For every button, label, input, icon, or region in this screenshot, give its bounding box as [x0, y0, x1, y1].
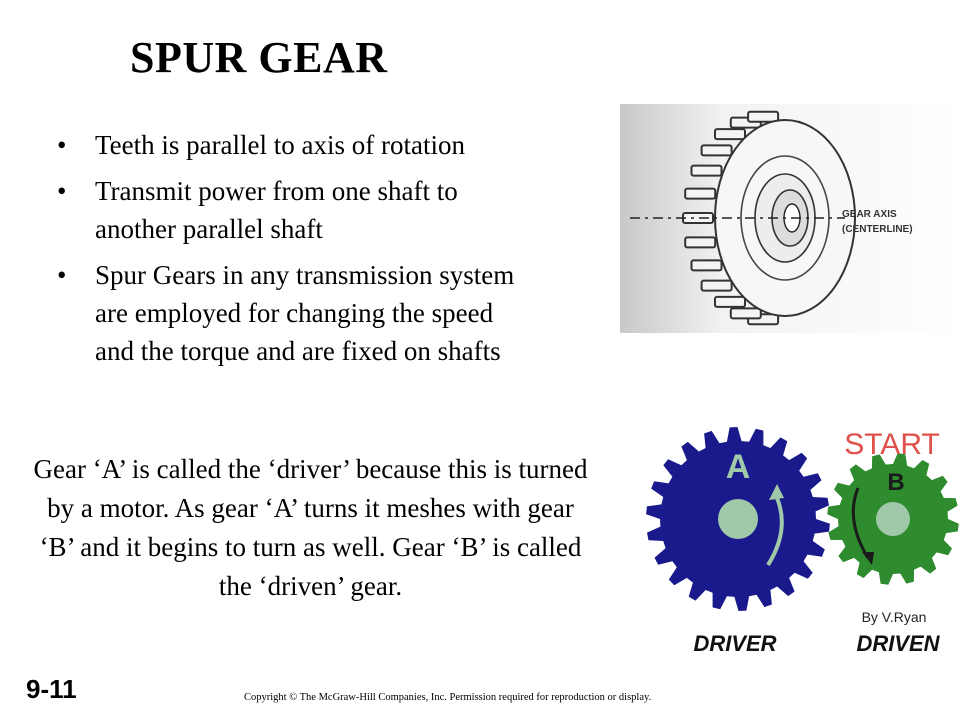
gear-tooth: [731, 308, 761, 318]
gear-tooth: [685, 237, 715, 247]
bullet-marker: •: [57, 260, 67, 290]
bullet-item: [55, 256, 515, 370]
gear-a-label: A: [725, 448, 751, 486]
slide-number: 9-11: [26, 674, 77, 704]
start-label: START: [844, 428, 940, 461]
gear-tooth: [702, 145, 732, 155]
bullet-list: [55, 126, 515, 378]
gear-tooth: [692, 166, 722, 176]
gear-tooth: [685, 189, 715, 199]
author-credit: By V.Ryan: [861, 609, 927, 625]
gear-tooth: [715, 129, 745, 139]
bullet-marker: •: [57, 130, 67, 160]
driver-label: DRIVER: [693, 631, 777, 656]
bullet-text: Spur Gears in any transmission system are employed for changing the speed and the torque and are fixed on shafts: [95, 260, 515, 366]
driven-label: DRIVEN: [856, 631, 940, 656]
driven-gear-hub: [876, 502, 910, 536]
slide-title: SPUR GEAR: [130, 33, 388, 82]
gear-tooth: [702, 281, 732, 291]
bullet-text: Transmit power from one shaft to another parallel shaft: [95, 176, 458, 244]
bullet-item: [55, 126, 515, 164]
copyright-notice: Copyright © The McGraw-Hill Companies, Inc. Permission required for reproduction or display.: [244, 692, 652, 703]
gear-b-label: B: [887, 469, 905, 496]
bullet-item: [55, 172, 515, 248]
driver-driven-paragraph: Gear ‘A’ is called the ‘driver’ because this is turned by a motor. As gear ‘A’ turns it meshes with gear ‘B’ and it begins to turn as well. Gear ‘B’ is called the ‘driven’ gear.: [33, 454, 588, 601]
spur-gear-axis-figure: [620, 104, 960, 333]
centerline-label: (CENTERLINE): [842, 224, 913, 235]
gear-tooth: [748, 112, 778, 122]
bullet-marker: •: [57, 176, 67, 206]
gear-tooth: [715, 297, 745, 307]
gear-axis-label: GEAR AXIS: [842, 209, 897, 220]
driver-driven-gears-figure: [640, 420, 960, 660]
gear-tooth: [692, 260, 722, 270]
driver-gear-hub: [718, 499, 758, 539]
bullet-text: Teeth is parallel to axis of rotation: [95, 130, 465, 160]
